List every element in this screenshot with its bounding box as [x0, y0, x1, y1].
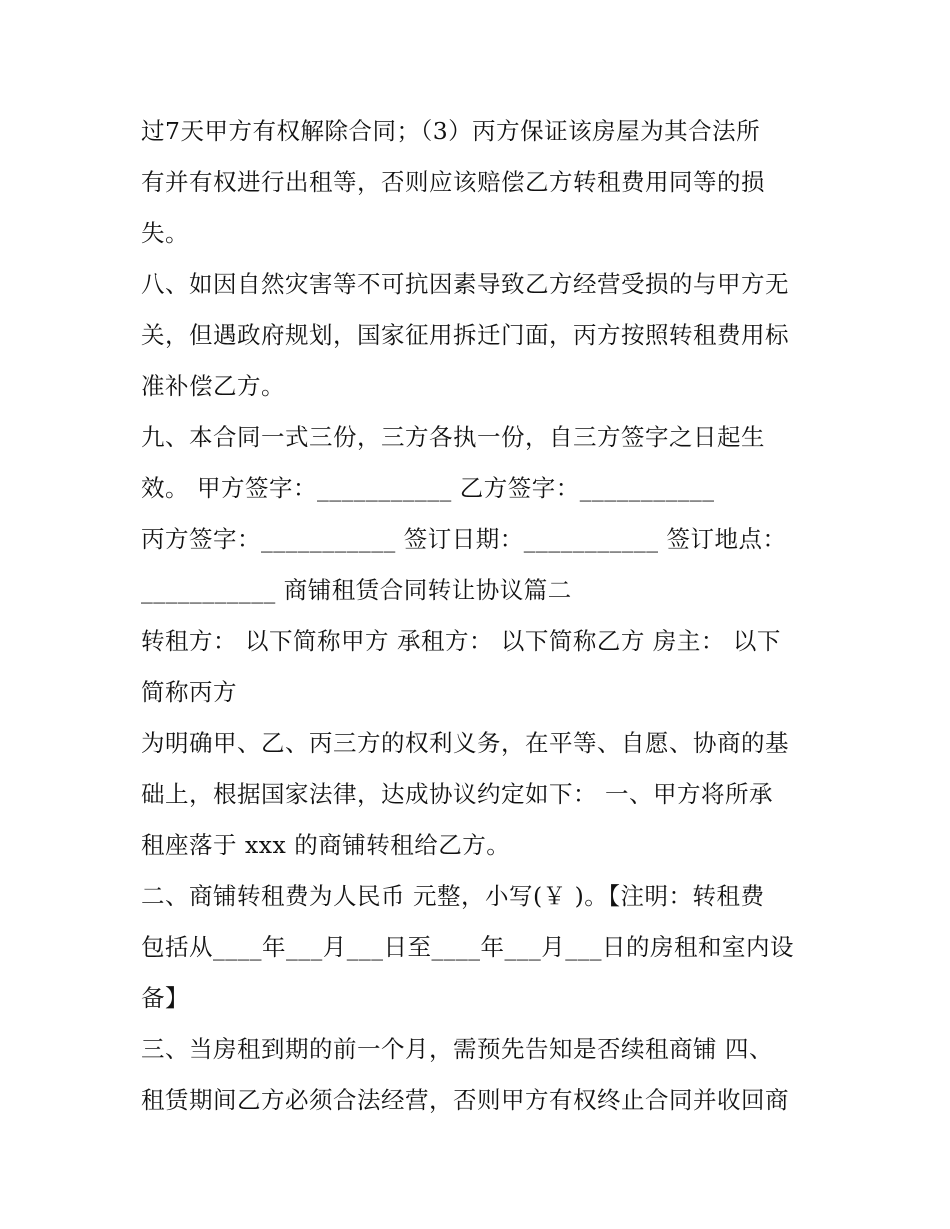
text-line: 础上，根据国家法律，达成协议约定如下： 一、甲方将所承: [141, 780, 773, 808]
text-line: 租赁期间乙方必须合法经营，否则甲方有权终止合同并收回商: [141, 1086, 789, 1114]
text-line: 二、商铺转租费为人民币 元整，小写(￥ )。【注明：转租费: [141, 882, 765, 910]
text-line: 失。: [141, 219, 189, 247]
signature-line: 丙方签字：___________ 签订日期：___________ 签订地点：: [141, 525, 787, 553]
text-line: 包括从____年___月___日至____年___月___日的房租和室内设: [141, 933, 794, 961]
text-line: 租座落于 xxx 的商铺转租给乙方。: [141, 831, 511, 859]
text-line: 九、本合同一式三份，三方各执一份，自三方签字之日起生: [141, 423, 765, 451]
text-line: 备】: [141, 984, 189, 1012]
text-line: 八、如因自然灾害等不可抗因素导致乙方经营受损的与甲方无: [141, 270, 789, 298]
text-line: 为明确甲、乙、丙三方的权利义务，在平等、自愿、协商的基: [141, 729, 789, 757]
text-line: 有并有权进行出租等，否则应该赔偿乙方转租费用同等的损: [141, 168, 765, 196]
signature-line: 效。 甲方签字：___________ 乙方签字：___________: [141, 474, 715, 502]
text-line: 三、当房租到期的前一个月，需预先告知是否续租商铺 四、: [141, 1035, 773, 1063]
parties-line: 简称丙方: [141, 678, 237, 706]
text-line: 准补偿乙方。: [141, 372, 285, 400]
document-body: [141, 106, 821, 1126]
text-line: 关，但遇政府规划，国家征用拆迁门面，丙方按照转租费用标: [141, 321, 789, 349]
text-line: 过7天甲方有权解除合同；（3）丙方保证该房屋为其合法所: [141, 117, 761, 145]
parties-line: 转租方： 以下简称甲方 承租方： 以下简称乙方 房主： 以下: [141, 627, 781, 655]
section-title-line: ___________ 商铺租赁合同转让协议篇二: [141, 576, 572, 604]
